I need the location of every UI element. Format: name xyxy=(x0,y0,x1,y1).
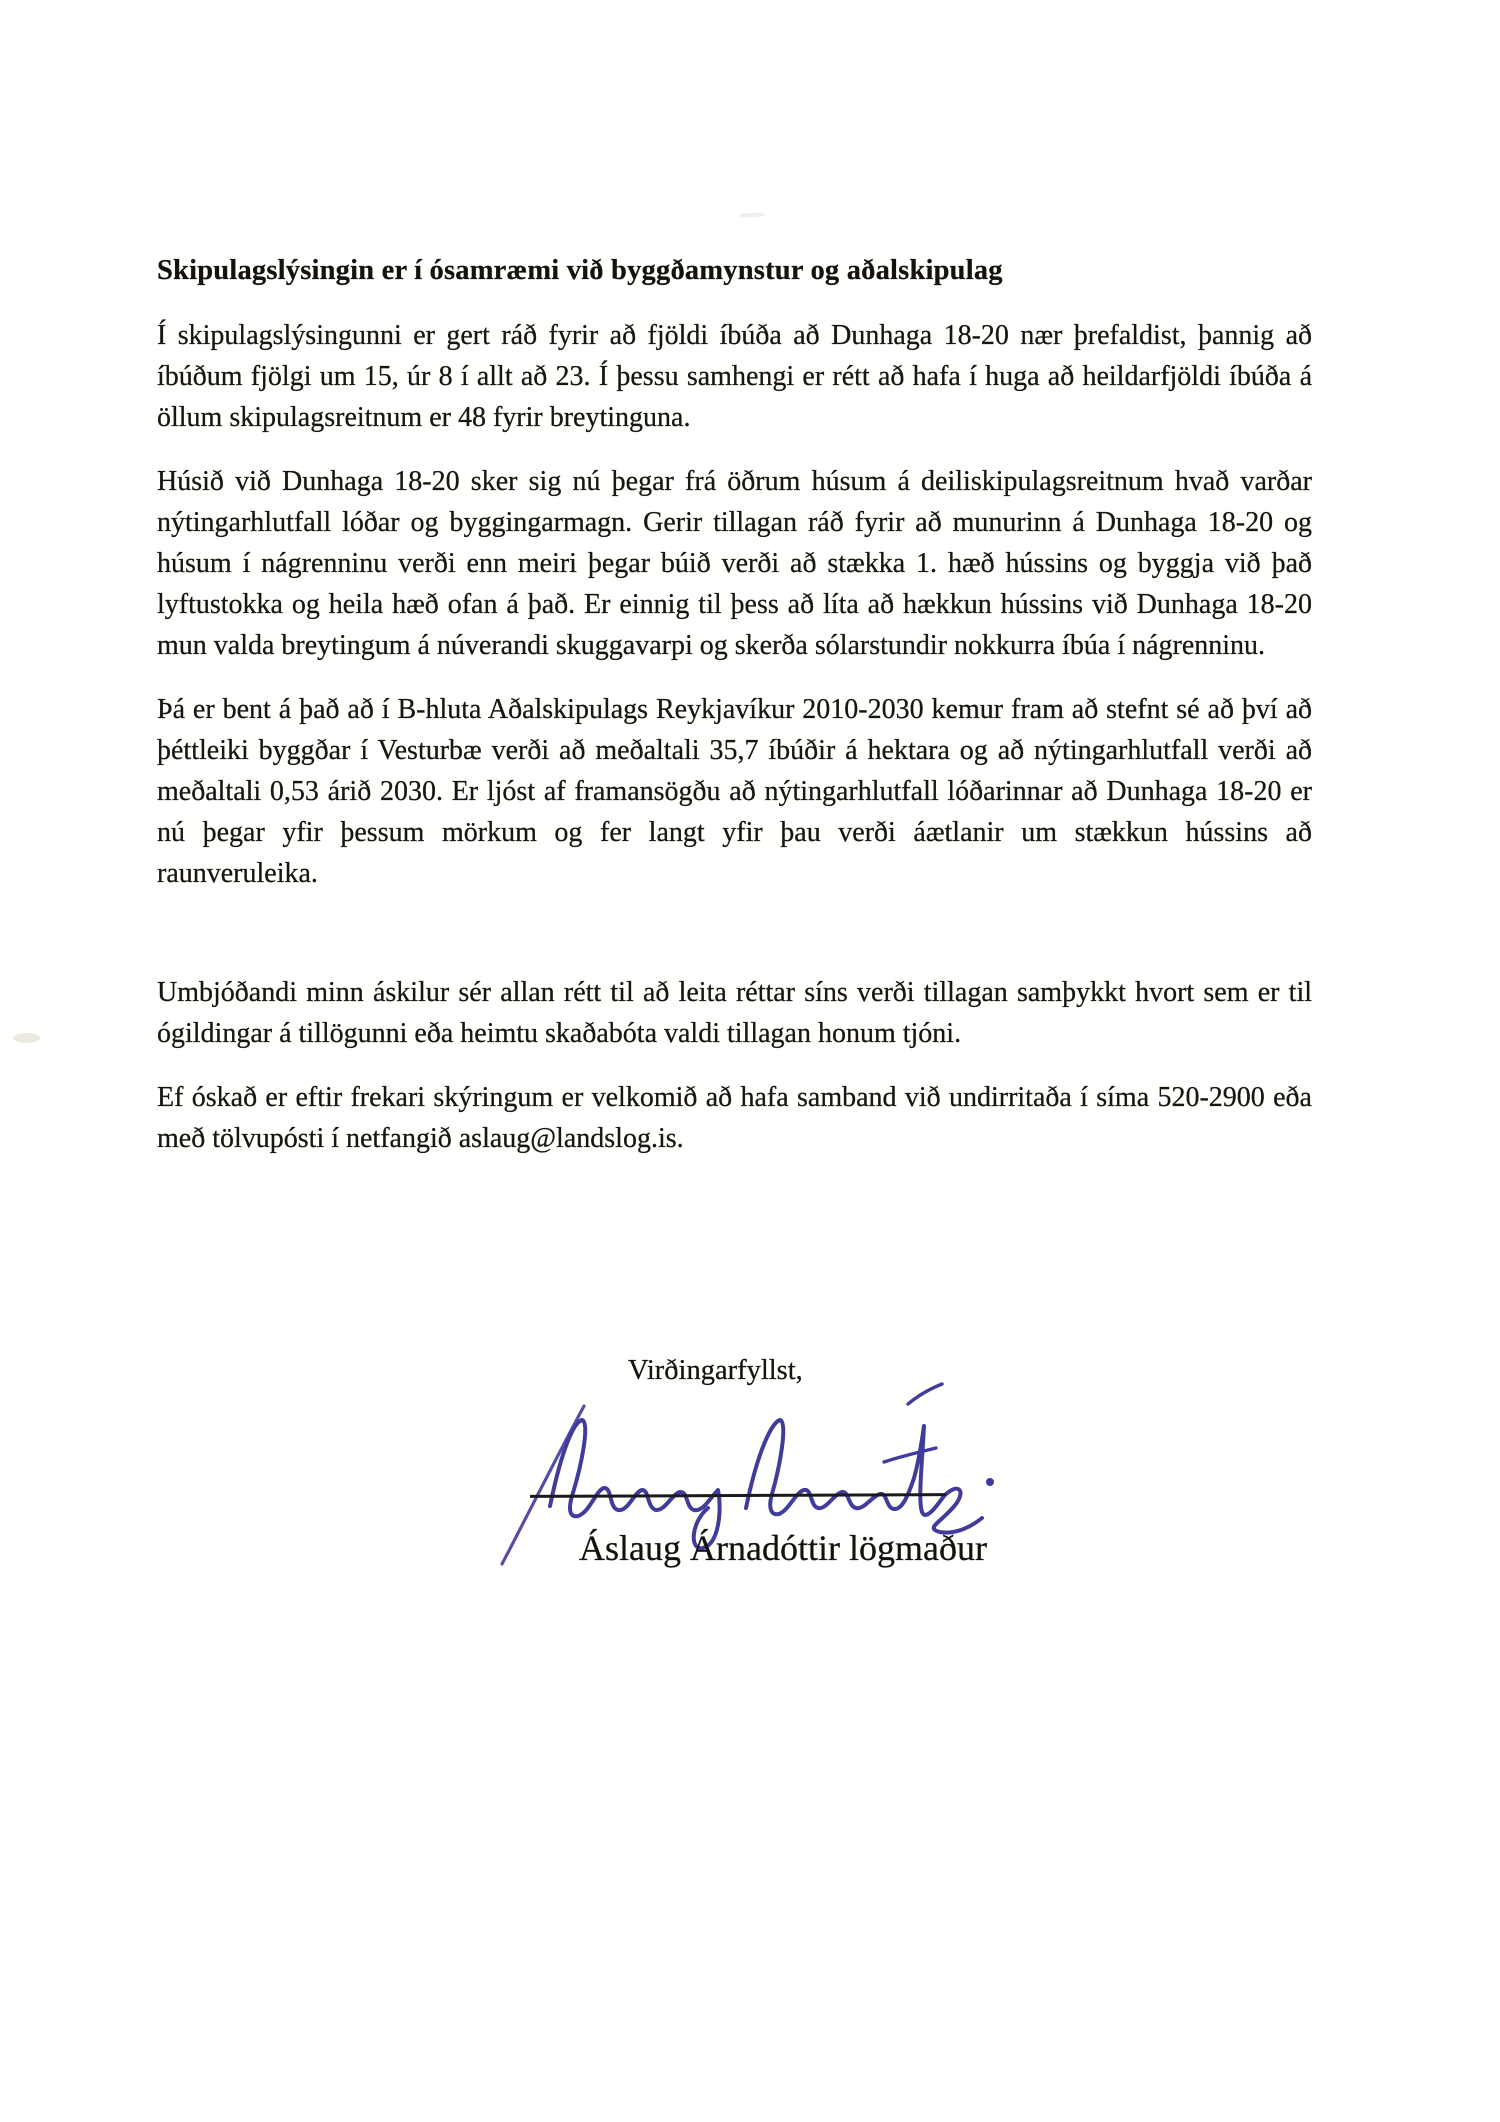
scan-artifact xyxy=(740,213,764,218)
scan-artifact xyxy=(13,1033,40,1043)
signature-accent-stroke xyxy=(908,1384,942,1404)
letter-body xyxy=(157,250,1312,1159)
signature-ink-dot xyxy=(986,1478,994,1486)
closing-salutation: Virðingarfyllst, xyxy=(628,1355,803,1386)
paragraph-5: Ef óskað er eftir frekari skýringum er velkomið að hafa samband við undirritaða í síma 520-2900 eða með tölvupósti í netfangið aslaug@landslog.is. xyxy=(157,1082,1312,1154)
signatory-name: Áslaug Árnadóttir lögmaður xyxy=(579,1528,987,1568)
paragraph-2: Húsið við Dunhaga 18-20 sker sig nú þegar frá öðrum húsum á deiliskipulagsreitnum hvað varðar nýtingarhlutfall lóðar og byggingarmagn. Gerir tillagan ráð fyrir að munurinn á Dunhaga 18-20 og húsum í nágrenninu verði enn meiri þegar búið verði að stækka 1. hæð hússins og byggja við það lyftustokka og heila hæð ofan á það. Er einnig til þess að líta að hækkun hússins við Dunhaga 18-20 mun valda breytingum á núverandi skuggavarpi og skerða sólarstundir nokkurra íbúa í nágrenninu. xyxy=(157,466,1312,661)
paragraph-1: Í skipulagslýsingunni er gert ráð fyrir að fjöldi íbúða að Dunhaga 18-20 nær þrefaldist, þannig að íbúðum fjölgi um 15, úr 8 í allt að 23. Í þessu samhengi er rétt að hafa í huga að heildarfjöldi íbúða á öllum skipulagsreitnum er 48 fyrir breytinguna. xyxy=(157,320,1312,433)
paragraph-3: Þá er bent á það að í B-hluta Aðalskipulags Reykjavíkur 2010-2030 kemur fram að stefnt sé að því að þéttleiki byggðar í Vesturbæ verði að meðaltali 35,7 íbúðir á hektara og að nýtingarhlutfall verði að meðaltali 0,53 árið 2030. Er ljóst af framansögðu að nýtingarhlutfall lóðarinnar að Dunhaga 18-20 er nú þegar yfir þessum mörkum og fer langt yfir þau verði áætlanir um stækkun hússins að raunveruleika. xyxy=(157,694,1312,889)
paragraph-4: Umbjóðandi minn áskilur sér allan rétt til að leita réttar síns verði tillagan samþykkt hvort sem er til ógildingar á tillögunni eða heimtu skaðabóta valdi tillagan honum tjóni. xyxy=(157,977,1312,1049)
section-heading: Skipulagslýsingin er í ósamræmi við byggðamynstur og aðalskipulag xyxy=(157,255,1003,286)
signature-crossbar-stroke xyxy=(884,1448,936,1462)
signature-last-name-stroke xyxy=(746,1420,982,1533)
